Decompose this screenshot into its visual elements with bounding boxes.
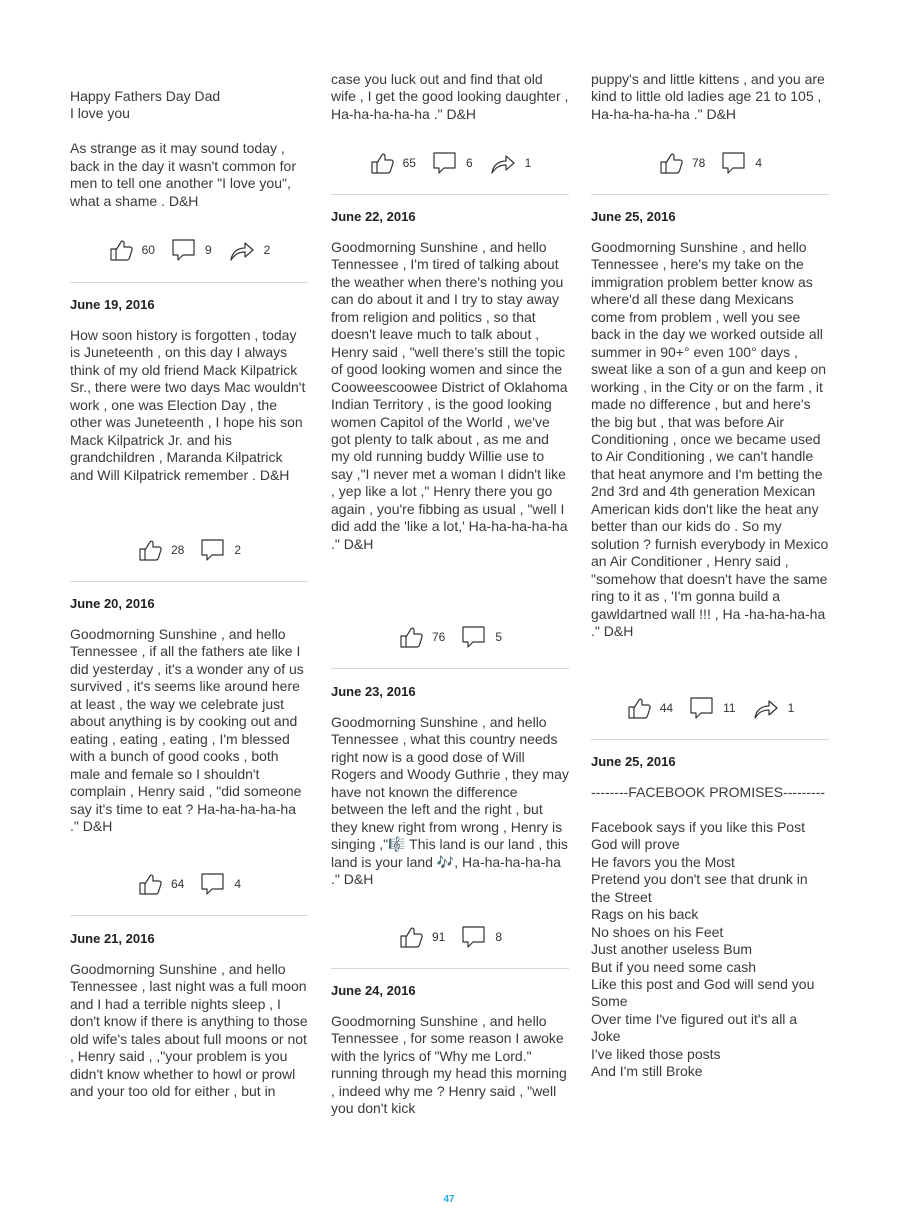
comment-button[interactable] bbox=[200, 871, 241, 897]
thumbs-up-icon bbox=[137, 871, 163, 897]
divider bbox=[591, 194, 829, 195]
like-button[interactable] bbox=[108, 237, 155, 263]
comment-bubble-icon bbox=[461, 624, 487, 650]
divider bbox=[331, 194, 569, 195]
like-count: 60 bbox=[141, 243, 155, 257]
comment-count: 4 bbox=[234, 877, 242, 891]
post-text: Goodmorning Sunshine , and hello Tennessee , I'm tired of talking about the weather when there's nothing you can do about it and I try to stay away from religion and politics , so that doesn't leave much to talk about , Henry said , "well there's still the topic of good looking women and since the Cooweescoowee District of Oklahoma Indian Territory , is the good looking women Capitol of the World , we've got plenty to talk about , as me and my old running buddy Willie use to say ,"I never met a woman I didn't like , yep like a lot ," Henry there you go again , you're fibbing as usual , "well I did add the 'like a lot,' Ha-ha-ha-ha-ha ." D&H bbox=[331, 239, 568, 552]
comment-button[interactable] bbox=[461, 624, 502, 650]
post-date: June 25, 2016 bbox=[591, 209, 676, 224]
comment-count: 5 bbox=[495, 630, 503, 644]
reaction-bar bbox=[591, 148, 829, 178]
divider bbox=[70, 581, 308, 582]
comment-button[interactable] bbox=[171, 237, 212, 263]
comment-count: 9 bbox=[204, 243, 212, 257]
comment-bubble-icon bbox=[200, 871, 226, 897]
share-count: 1 bbox=[787, 701, 795, 715]
post-date: June 21, 2016 bbox=[70, 931, 155, 946]
comment-button[interactable] bbox=[689, 695, 735, 721]
divider bbox=[331, 668, 569, 669]
like-button[interactable] bbox=[398, 924, 445, 950]
post-date: June 19, 2016 bbox=[70, 297, 155, 312]
like-count: 65 bbox=[402, 156, 416, 170]
comment-bubble-icon bbox=[171, 237, 197, 263]
share-arrow-icon bbox=[752, 695, 780, 721]
share-arrow-icon bbox=[489, 150, 517, 176]
share-button[interactable] bbox=[228, 237, 271, 263]
comment-button[interactable] bbox=[461, 924, 502, 950]
thumbs-up-icon bbox=[369, 150, 395, 176]
comment-count: 8 bbox=[495, 930, 503, 944]
like-button[interactable] bbox=[137, 537, 184, 563]
thumbs-up-icon bbox=[626, 695, 652, 721]
like-count: 78 bbox=[691, 156, 706, 170]
divider bbox=[591, 739, 829, 740]
like-count: 44 bbox=[659, 701, 674, 715]
share-count: 1 bbox=[524, 156, 532, 170]
reaction-bar bbox=[591, 693, 829, 723]
comment-button[interactable] bbox=[721, 150, 762, 176]
thumbs-up-icon bbox=[398, 924, 424, 950]
thumbs-up-icon bbox=[398, 624, 424, 650]
post-date: June 24, 2016 bbox=[331, 983, 416, 998]
post-text: case you luck out and find that old wife , I get the good looking daughter , Ha-ha-ha-ha-ha ." D&H bbox=[331, 71, 569, 122]
comment-count: 2 bbox=[234, 543, 242, 557]
share-button[interactable] bbox=[752, 695, 795, 721]
comment-button[interactable] bbox=[432, 150, 473, 176]
thumbs-up-icon bbox=[108, 237, 134, 263]
share-button[interactable] bbox=[489, 150, 532, 176]
reaction-bar bbox=[70, 869, 308, 899]
like-button[interactable] bbox=[658, 150, 705, 176]
share-count: 2 bbox=[263, 243, 271, 257]
comment-bubble-icon bbox=[200, 537, 226, 563]
like-button[interactable] bbox=[398, 624, 445, 650]
page-number: 47 bbox=[443, 1194, 455, 1205]
comment-bubble-icon bbox=[689, 695, 715, 721]
reaction-bar bbox=[331, 922, 569, 952]
post-date: June 20, 2016 bbox=[70, 596, 155, 611]
reaction-bar bbox=[331, 148, 569, 178]
divider bbox=[70, 915, 308, 916]
comment-count: 6 bbox=[465, 156, 473, 170]
post-text: Goodmorning Sunshine , and hello Tennessee , for some reason I awoke with the lyrics of "Why me Lord." running through my head this morning , indeed why me ? Henry said , "well you don't kick bbox=[331, 1013, 567, 1117]
post-text: Goodmorning Sunshine , and hello Tennessee , last night was a full moon and I had a terrible nights sleep , I don't know if there is anything to those old wife's tales about full moons or not , Henry said , ,"your problem is you didn't know whether to howl or prowl and your too old for either , but in bbox=[70, 961, 308, 1100]
reaction-bar bbox=[70, 535, 308, 565]
post-date: June 25, 2016 bbox=[591, 754, 676, 769]
post-date: June 22, 2016 bbox=[331, 209, 416, 224]
like-button[interactable] bbox=[137, 871, 184, 897]
thumbs-up-icon bbox=[137, 537, 163, 563]
post-text: puppy's and little kittens , and you are kind to little old ladies age 21 to 105 , Ha-ha-ha-ha-ha ." D&H bbox=[591, 71, 825, 122]
comment-button[interactable] bbox=[200, 537, 241, 563]
reaction-bar bbox=[70, 235, 308, 265]
post-text: Happy Fathers Day Dad I love you As strange as it may sound today , back in the day it wasn't common for men to tell one another "I love you", what a shame . D&H bbox=[70, 88, 296, 209]
post-text: How soon history is forgotten , today is Juneteenth , on this day I always think of my old friend Mack Kilpatrick Sr., there were two days Mac wouldn't work , one was Election Day , the other was Juneteenth , I hope his son Mack Kilpatrick Jr. and his grandchildren , Maranda Kilpatrick and Will Kilpatrick remember . D&H bbox=[70, 327, 306, 483]
comment-bubble-icon bbox=[721, 150, 747, 176]
post-text: --------FACEBOOK PROMISES--------- Facebook says if you like this Post God will prove He favors you the Most Pretend you don't see that drunk in the Street Rags on his back No shoes on his Feet Just another useless Bum But if you need some cash Like this post and God will send you Some Over time I've figured out it's all a Joke I've liked those posts And I'm still Broke bbox=[591, 784, 826, 1080]
comment-bubble-icon bbox=[432, 150, 458, 176]
comment-bubble-icon bbox=[461, 924, 487, 950]
like-count: 91 bbox=[431, 930, 446, 944]
post-text: Goodmorning Sunshine , and hello Tennessee , if all the fathers ate like I did yesterday , it's a wonder any of us survived , it's seems like around here at least , the way we celebrate just about anything is by cooking out and eating , eating , eating , I'm blessed with a bunch of good cooks , both male and female so I shouldn't complain , Henry said , "did someone say it's time to eat ? Ha-ha-ha-ha-ha ." D&H bbox=[70, 626, 304, 834]
post-text: Goodmorning Sunshine , and hello Tennessee , what this country needs right now is a good dose of Will Rogers and Woody Guthrie , they may have not known the difference between the left and the right , but they knew right from wrong , Henry is singing ,"🎼 This land is our land , this land is your land 🎶, Ha-ha-ha-ha-ha ." D&H bbox=[331, 714, 569, 888]
divider bbox=[70, 282, 308, 283]
like-button[interactable] bbox=[369, 150, 416, 176]
like-count: 28 bbox=[170, 543, 185, 557]
like-button[interactable] bbox=[626, 695, 673, 721]
thumbs-up-icon bbox=[658, 150, 684, 176]
post-text: Goodmorning Sunshine , and hello Tennessee , here's my take on the immigration problem better know as where'd all these dang Mexicans come from problem , well you see back in the day we worked outside all summer in 90+° even 100° days , sweat like a son of a gun and keep on working , in the City or on the farm , it made no difference , but and here's the big but , that was before Air Conditioning , once we became used to Air Conditioning , we can't handle that heat anymore and I'm betting the 2nd 3rd and 4th generation Mexican American kids don't like the heat any better than our kids do . So my solution ? furnish everybody in Mexico an Air Conditioner , Henry said , "somehow that doesn't have the same ring to it as , 'I'm gonna build a gawldartned wall !!! , Ha -ha-ha-ha-ha ." D&H bbox=[591, 239, 829, 639]
divider bbox=[331, 968, 569, 969]
reaction-bar bbox=[331, 622, 569, 652]
like-count: 76 bbox=[431, 630, 446, 644]
post-date: June 23, 2016 bbox=[331, 684, 416, 699]
share-arrow-icon bbox=[228, 237, 256, 263]
comment-count: 4 bbox=[755, 156, 763, 170]
like-count: 64 bbox=[170, 877, 185, 891]
comment-count: 11 bbox=[723, 701, 736, 715]
